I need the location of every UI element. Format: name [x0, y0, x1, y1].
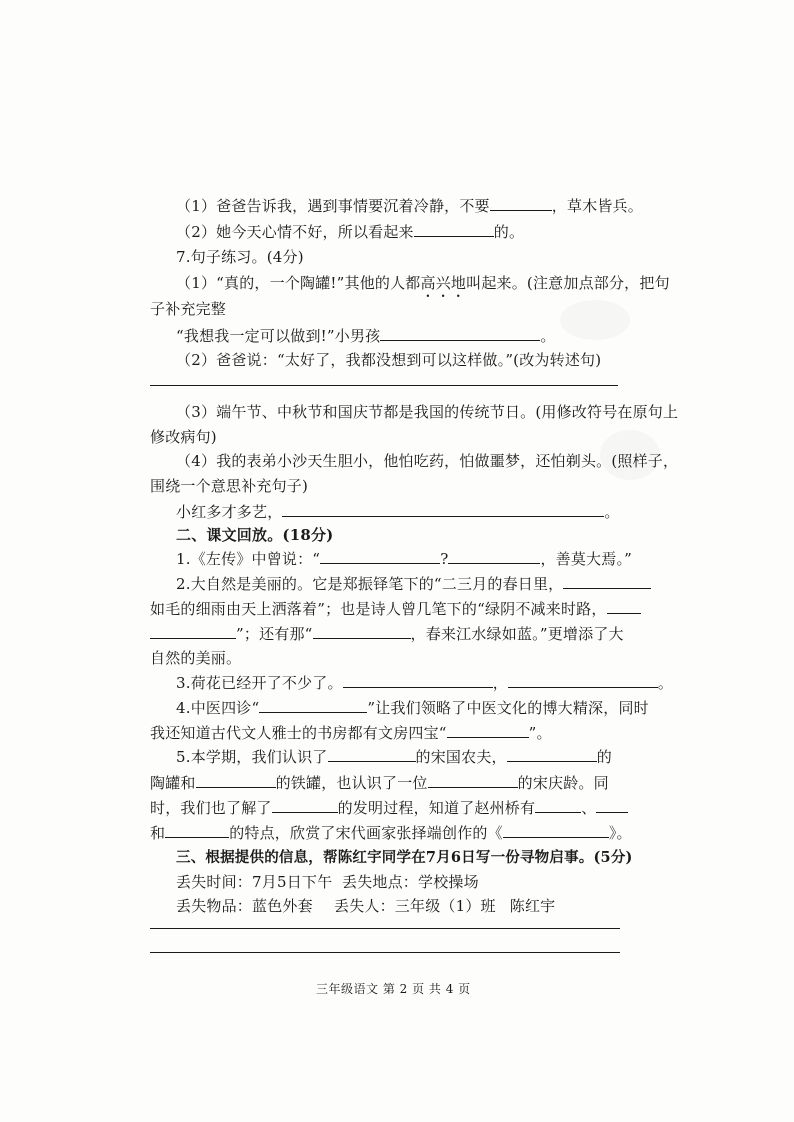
sec2-item-5-line2: 陶罐和 的铁罐，也认识了一位 的宋庆龄。同	[150, 774, 609, 792]
answer-blank[interactable]	[320, 548, 440, 564]
answer-line[interactable]	[150, 385, 618, 386]
answer-blank[interactable]	[196, 772, 276, 788]
sec2-item-2-line4: 自然的美丽。	[150, 649, 242, 667]
answer-line[interactable]	[150, 928, 620, 929]
sec2-item-3: 3.荷花已经开了不少了。 ， 。	[176, 674, 674, 692]
answer-blank[interactable]	[596, 797, 628, 813]
answer-blank[interactable]	[490, 195, 552, 211]
q6-item-1: （1）爸爸告诉我，遇到事情要沉着冷静，不要 ，草木皆兵。	[176, 197, 643, 215]
answer-line[interactable]	[150, 952, 620, 953]
q7-sentence-2: （2）爸爸说：“太好了，我都没想到可以这样做。”(改为转述句)	[176, 351, 602, 369]
q7-sentence-1: （1）“真的，一个陶罐!”其他的人都高兴地叫起来。(注意加点部分，把句	[176, 274, 670, 292]
scan-smudge	[560, 300, 630, 340]
answer-blank[interactable]	[165, 822, 229, 838]
lost-time: 丢失时间：7月5日下午	[176, 873, 333, 891]
sec2-item-4-line2: 我还知道古代文人雅士的书房都有文房四宝“ ”。	[150, 724, 552, 742]
answer-blank[interactable]	[563, 573, 651, 589]
answer-blank[interactable]	[380, 325, 540, 341]
lost-item: 丢失物品：蓝色外套	[176, 897, 313, 915]
q7-sentence-1-prompt: “我想我一定可以做到!”小男孩 。	[176, 327, 556, 345]
sec2-item-2-line3: ”；还有那“ ，春来江水绿如蓝。”更增添了大	[150, 623, 624, 644]
q7-sentence-4-prompt: 小红多才多艺， 。	[176, 503, 620, 521]
answer-blank[interactable]	[447, 722, 529, 738]
q7-title: 7.句子练习。(4分)	[176, 248, 304, 266]
answer-blank[interactable]	[272, 797, 338, 813]
q7-sentence-4: （4）我的表弟小沙天生胆小，他怕吃药，怕做噩梦，还怕剃头。(照样子，	[176, 452, 679, 470]
sec2-item-4: 4.中医四诊“ ”让我们领略了中医文化的博大精深，同时	[176, 699, 649, 717]
answer-blank[interactable]	[328, 746, 416, 762]
answer-blank[interactable]	[508, 672, 658, 688]
answer-blank[interactable]	[535, 797, 581, 813]
sec2-item-5-line4: 和 的特点，欣赏了宋代画家张择端创作的《 》。	[150, 824, 632, 842]
answer-blank[interactable]	[343, 672, 493, 688]
answer-blank[interactable]	[428, 772, 518, 788]
sec2-item-1: 1.《左传》中曾说：“ ? ，善莫大焉。”	[176, 550, 633, 568]
sec2-item-5: 5.本学期，我们认识了 的宋国农夫， 的	[176, 748, 612, 766]
sec2-item-5-line3: 时，我们也了解了 的发明过程，知道了赵州桥有 、	[150, 797, 628, 818]
answer-blank[interactable]	[503, 822, 609, 838]
dotted-emphasis: 高兴地	[420, 274, 467, 292]
answer-blank[interactable]	[259, 697, 367, 713]
section-3-title: 三、根据提供的信息，帮陈红宇同学在7月6日写一份寻物启事。(5分)	[176, 849, 633, 866]
answer-blank[interactable]	[607, 598, 641, 614]
q7-sentence-3-cont: 修改病句)	[150, 428, 217, 446]
sec2-item-2-line2: 如毛的细雨由天上洒落着”；也是诗人曾几笔下的“绿阴不减来时路，	[150, 598, 641, 619]
section-2-title: 二、课文回放。(18分)	[176, 526, 334, 544]
q7-sentence-3: （3）端午节、中秋节和国庆节都是我国的传统节日。(用修改符号在原句上	[176, 403, 679, 421]
answer-blank[interactable]	[150, 623, 236, 639]
answer-blank[interactable]	[507, 746, 597, 762]
q6-item-2: （2）她今天心情不好，所以看起来 的。	[176, 223, 525, 241]
q7-sentence-1-cont: 子补充完整	[150, 300, 227, 318]
sec2-item-2: 2.大自然是美丽的。它是郑振铎笔下的“二三月的春日里，	[176, 573, 651, 594]
lost-owner: 丢失人：三年级（1）班 陈红宇	[334, 897, 556, 915]
answer-blank[interactable]	[448, 548, 540, 564]
answer-blank[interactable]	[313, 623, 411, 639]
answer-blank[interactable]	[414, 221, 494, 237]
lost-place: 丢失地点：学校操场	[342, 873, 479, 891]
answer-blank[interactable]	[282, 501, 604, 517]
q7-sentence-4-cont: 围绕一个意思补充句子)	[150, 477, 309, 495]
page-footer: 三年级语文 第 2 页 共 4 页	[316, 982, 471, 996]
